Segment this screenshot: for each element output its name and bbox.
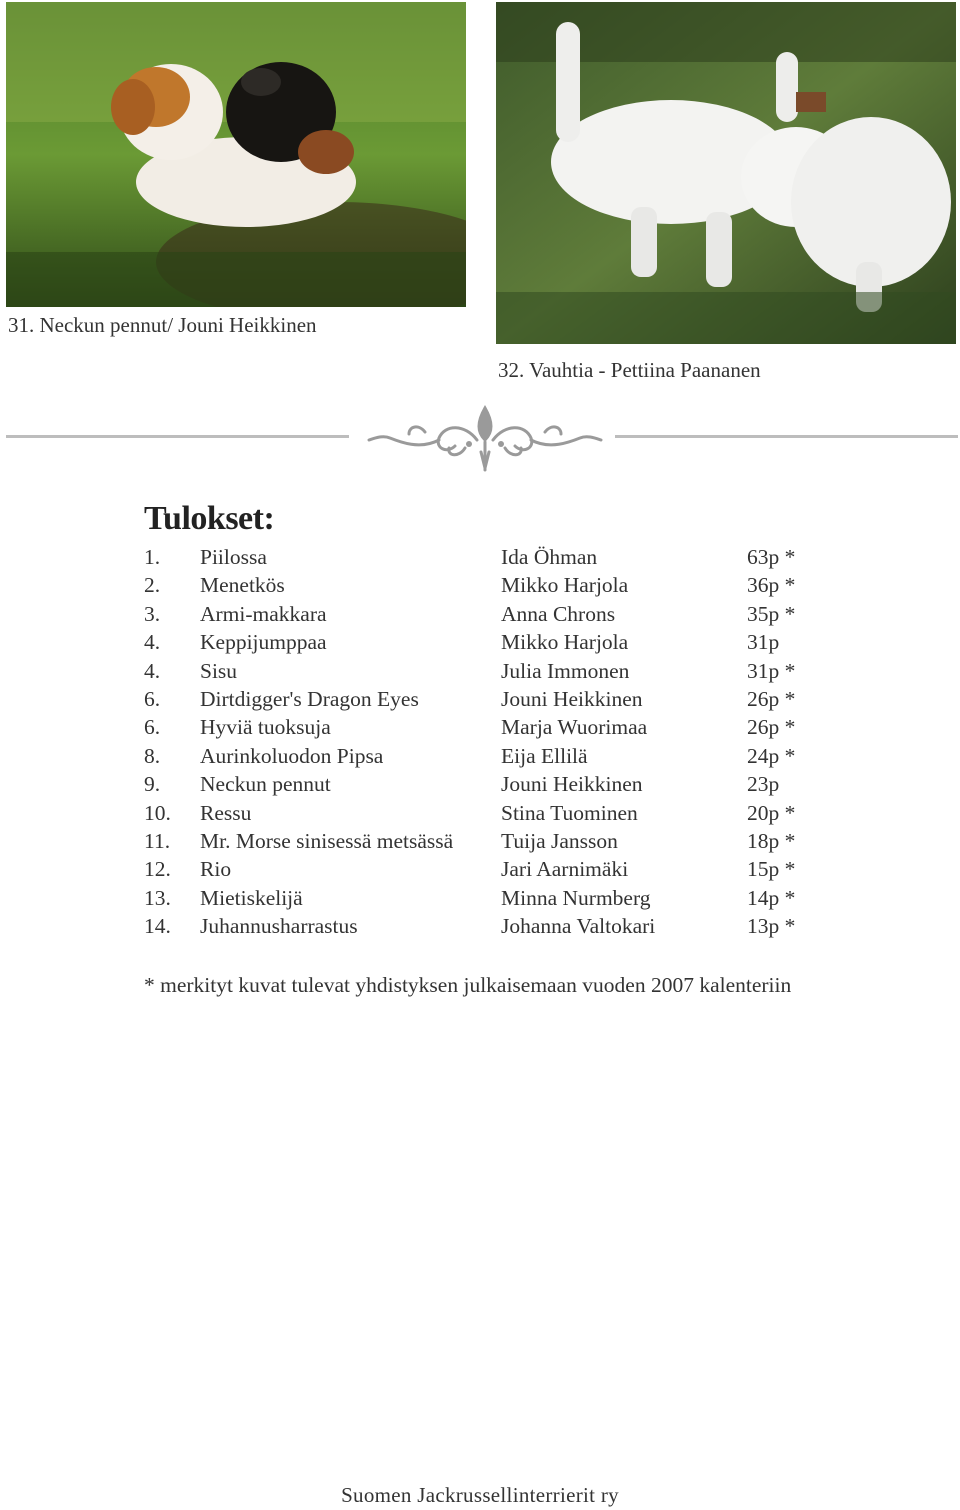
result-photographer: Eija Ellilä: [501, 743, 588, 768]
ornament-flourish-icon: [365, 402, 605, 474]
result-photo-title: Armi-makkara: [200, 601, 327, 626]
result-photographer: Jouni Heikkinen: [501, 772, 643, 797]
result-photographer: Marja Wuorimaa: [501, 715, 648, 740]
result-rank: 10.: [144, 800, 171, 825]
result-row: [144, 602, 844, 630]
result-photo-title: Dirtdigger's Dragon Eyes: [200, 686, 419, 711]
result-photographer: Stina Tuominen: [501, 800, 638, 825]
result-photographer: Minna Nurmberg: [501, 885, 651, 910]
result-row: [144, 659, 844, 687]
result-photographer: Jouni Heikkinen: [501, 686, 643, 711]
result-rank: 6.: [144, 686, 161, 711]
result-photo-title: Aurinkoluodon Pipsa: [200, 743, 384, 768]
result-row: [144, 573, 844, 601]
photo-caption-32: 32. Vauhtia - Pettiina Paananen: [498, 358, 761, 382]
calendar-footnote: * merkityt kuvat tulevat yhdistyksen julkaisemaan vuoden 2007 kalenteriin: [144, 973, 792, 997]
result-row: [144, 772, 844, 800]
photo-caption-31: 31. Neckun pennut/ Jouni Heikkinen: [8, 313, 317, 337]
result-photo-title: Keppijumppaa: [200, 630, 327, 655]
photo-neckun-pennut: [6, 2, 466, 307]
divider-line-right: [615, 435, 958, 438]
result-points: 18p *: [747, 828, 796, 853]
result-rank: 8.: [144, 743, 161, 768]
result-row: [144, 630, 844, 658]
result-points: 24p *: [747, 743, 796, 768]
result-photographer: Jari Aarnimäki: [501, 857, 629, 882]
result-photo-title: Neckun pennut: [200, 772, 331, 797]
result-points: 31p *: [747, 658, 796, 683]
result-photo-title: Menetkös: [200, 573, 285, 598]
result-points: 14p *: [747, 885, 796, 910]
result-rank: 11.: [144, 828, 171, 853]
result-photographer: Julia Immonen: [501, 658, 630, 683]
result-row: [144, 857, 844, 885]
result-points: 36p *: [747, 573, 796, 598]
organization-footer: Suomen Jackrussellinterrierit ry: [341, 1483, 619, 1507]
result-photographer: Mikko Harjola: [501, 573, 629, 598]
result-row: [144, 715, 844, 743]
result-rank: 2.: [144, 573, 161, 598]
result-points: 20p *: [747, 800, 796, 825]
result-points: 31p: [747, 630, 780, 655]
result-photo-title: Mietiskelijä: [200, 885, 303, 910]
result-photo-title: Piilossa: [200, 545, 267, 569]
result-row: [144, 545, 844, 573]
result-photographer: Tuija Jansson: [501, 828, 618, 853]
result-photographer: Mikko Harjola: [501, 630, 629, 655]
result-photographer: Ida Öhman: [501, 545, 598, 569]
result-photo-title: Mr. Morse sinisessä metsässä: [200, 828, 454, 853]
result-rank: 4.: [144, 630, 161, 655]
result-rank: 13.: [144, 885, 171, 910]
result-points: 63p *: [747, 545, 796, 569]
result-row: [144, 914, 844, 942]
result-row: [144, 687, 844, 715]
result-photographer: Johanna Valtokari: [501, 914, 656, 939]
result-rank: 14.: [144, 914, 171, 939]
result-row: [144, 801, 844, 829]
results-heading: Tulokset:: [144, 500, 275, 537]
result-rank: 4.: [144, 658, 161, 683]
result-rank: 9.: [144, 772, 161, 797]
result-points: 26p *: [747, 715, 796, 740]
divider-line-left: [6, 435, 349, 438]
result-photo-title: Juhannusharrastus: [200, 914, 358, 939]
result-rank: 6.: [144, 715, 161, 740]
result-row: [144, 829, 844, 857]
result-photo-title: Hyviä tuoksuja: [200, 715, 331, 740]
result-photo-title: Rio: [200, 857, 232, 882]
result-points: 13p *: [747, 914, 796, 939]
results-list: [144, 545, 844, 942]
result-points: 35p *: [747, 601, 796, 626]
result-points: 15p *: [747, 857, 796, 882]
result-photographer: Anna Chrons: [501, 601, 616, 626]
result-photo-title: Sisu: [200, 658, 238, 683]
result-points: 26p *: [747, 686, 796, 711]
result-rank: 12.: [144, 857, 171, 882]
result-rank: 1.: [144, 545, 161, 569]
result-row: [144, 744, 844, 772]
result-points: 23p: [747, 772, 780, 797]
photo-vauhtia: [496, 2, 956, 344]
result-rank: 3.: [144, 601, 161, 626]
result-row: [144, 886, 844, 914]
result-photo-title: Ressu: [200, 800, 252, 825]
